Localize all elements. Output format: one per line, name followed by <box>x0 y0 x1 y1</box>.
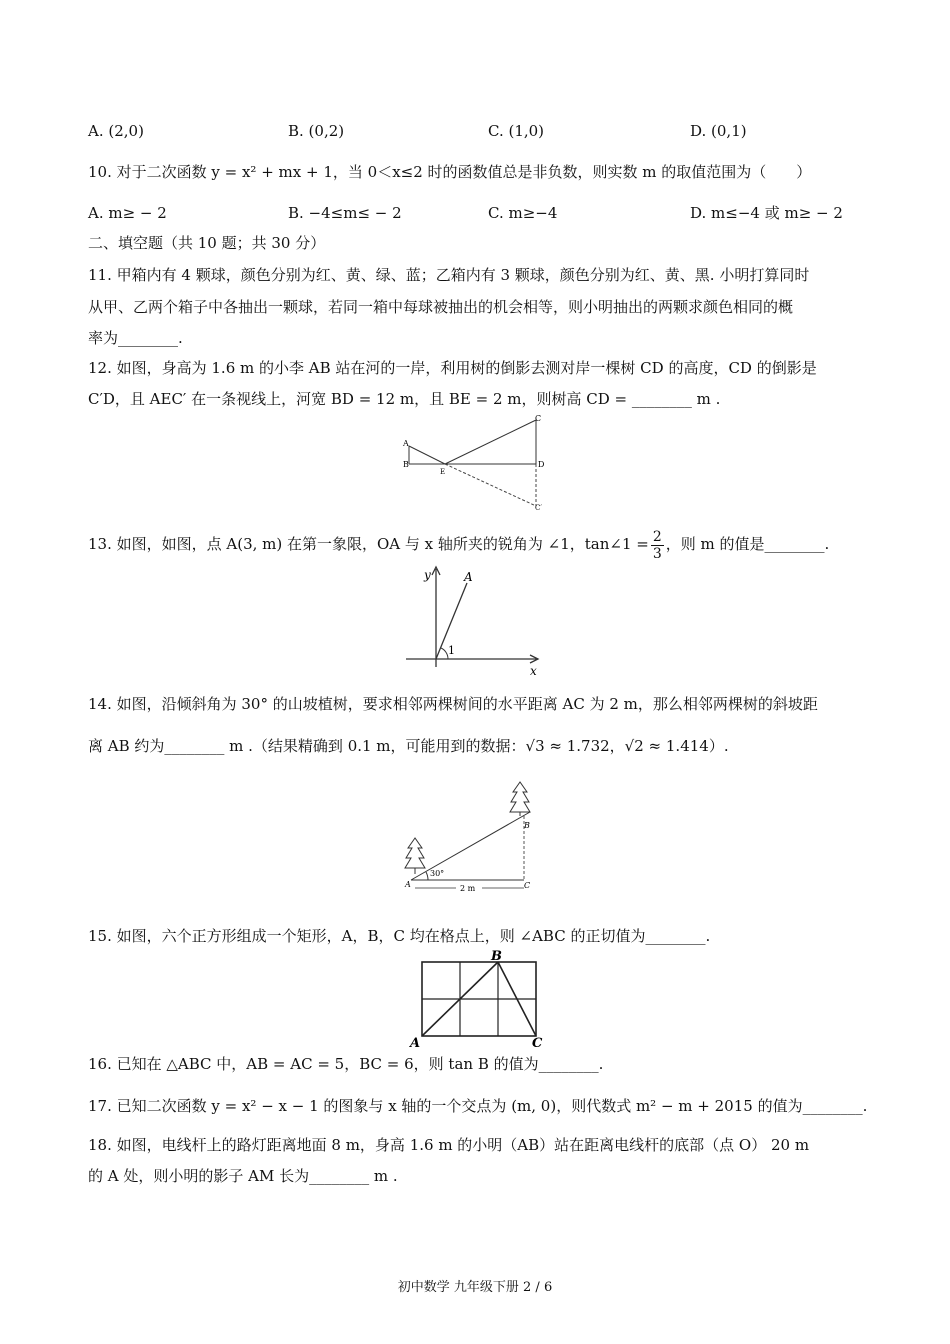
slope-line <box>411 812 530 880</box>
q14-line-1: 14. 如图，沿倾斜角为 30° 的山坡植树，要求相邻两棵树间的水平距离 AC 为 2 m，那么相邻两棵树的斜坡距 <box>88 695 818 713</box>
q11-line-1: 11. 甲箱内有 4 颗球，颜色分别为红、黄、绿、蓝；乙箱内有 3 颗球，颜色分别为红、黄、黑. 小明打算同时 <box>88 266 810 284</box>
q10-text: 10. 对于二次函数 y = x² + mx + 1，当 0＜x≤2 时的函数值总是非负数，则实数 m 的取值范围为（ ） <box>88 163 812 181</box>
segment-ae <box>409 446 445 464</box>
label-c: C <box>532 1036 543 1048</box>
q18-line-1: 18. 如图，电线杆上的路灯距离地面 8 m，身高 1.6 m 的小明（AB）站在距离电线杆的底部（点 O） 20 m <box>88 1136 810 1154</box>
label-b: B <box>491 949 502 964</box>
q9-option-a: A. (2,0) <box>88 122 144 140</box>
label-angle-1: 1 <box>448 644 455 657</box>
label-c: C <box>535 414 542 423</box>
q14-line-2: 离 AB 约为________ m .（结果精确到 0.1 m，可能用到的数据：√3 ≈ 1.732，√2 ≈ 1.414）. <box>88 737 729 755</box>
label-y: y <box>424 568 431 582</box>
q9-option-d: D. (0,1) <box>690 122 747 140</box>
q10-option-a: A. m≥ − 2 <box>88 204 167 222</box>
label-a: A <box>464 570 473 584</box>
label-a: A <box>410 1036 421 1048</box>
tree-b-icon <box>510 782 530 816</box>
page-footer: 初中数学 九年级下册 2 / 6 <box>397 1280 553 1295</box>
label-b: B <box>524 821 530 830</box>
label-a: A <box>403 439 409 448</box>
angle-arc <box>441 648 448 659</box>
label-distance: 2 m <box>460 884 476 893</box>
q13-fraction <box>651 529 664 562</box>
label-c-prime: C′ <box>535 504 542 512</box>
q13-denominator: 3 <box>652 545 662 562</box>
q9-option-c: C. (1,0) <box>488 122 545 140</box>
label-x: x <box>530 664 537 678</box>
q18-line-2: 的 A 处，则小明的影子 AM 长为________ m . <box>88 1167 398 1185</box>
q13-text-before: 13. 如图，如图，点 A(3, m) 在第一象限，OA 与 x 轴所夹的锐角为 ∠1，tan∠1 = <box>88 535 649 553</box>
segment-ec <box>445 420 536 464</box>
tree-a-icon <box>405 838 425 874</box>
q11-line-2: 从甲、乙两个箱子中各抽出一颗球，若同一箱中每球被抽出的机会相等，则小明抽出的两颗求颜色相同的概 <box>88 298 794 316</box>
label-c: C <box>524 881 531 890</box>
label-angle: 30° <box>430 869 445 878</box>
q12-line-2: C′D，且 AEC′ 在一条视线上，河宽 BD = 12 m，且 BE = 2 m，则树高 CD = ________ m . <box>88 390 721 408</box>
label-e: E <box>440 468 446 476</box>
section-heading: 二、填空题（共 10 题；共 30 分） <box>88 234 326 252</box>
q13-text <box>88 524 829 564</box>
q15-text: 15. 如图，六个正方形组成一个矩形，A，B，C 均在格点上，则 ∠ABC 的正切值为________. <box>88 927 711 945</box>
q10-option-d: D. m≤−4 或 m≥ − 2 <box>690 204 843 222</box>
q10-option-b: B. −4≤m≤ − 2 <box>288 204 402 222</box>
q13-figure <box>400 563 550 679</box>
label-a: A <box>405 880 411 889</box>
label-b: B <box>403 460 409 469</box>
label-d: D <box>538 460 545 469</box>
q15-figure <box>404 946 554 1048</box>
q9-option-b: B. (0,2) <box>288 122 345 140</box>
q12-figure <box>395 412 555 512</box>
q16-text: 16. 已知在 △ABC 中，AB = AC = 5，BC = 6，则 tan B 的值为________. <box>88 1055 604 1073</box>
q13-numerator: 2 <box>652 528 662 545</box>
angle-arc <box>426 872 428 880</box>
q14-figure <box>396 776 546 900</box>
q10-option-c: C. m≥−4 <box>488 204 558 222</box>
q11-line-3: 率为________. <box>88 329 183 347</box>
segment-ecp <box>445 464 536 506</box>
q17-text: 17. 已知二次函数 y = x² − x − 1 的图象与 x 轴的一个交点为 (m, 0)，则代数式 m² − m + 2015 的值为________. <box>88 1097 868 1115</box>
q13-text-after: ，则 m 的值是________. <box>665 535 830 553</box>
q12-line-1: 12. 如图，身高为 1.6 m 的小李 AB 站在河的一岸，利用树的倒影去测对岸一棵树 CD 的高度，CD 的倒影是 <box>88 359 817 377</box>
